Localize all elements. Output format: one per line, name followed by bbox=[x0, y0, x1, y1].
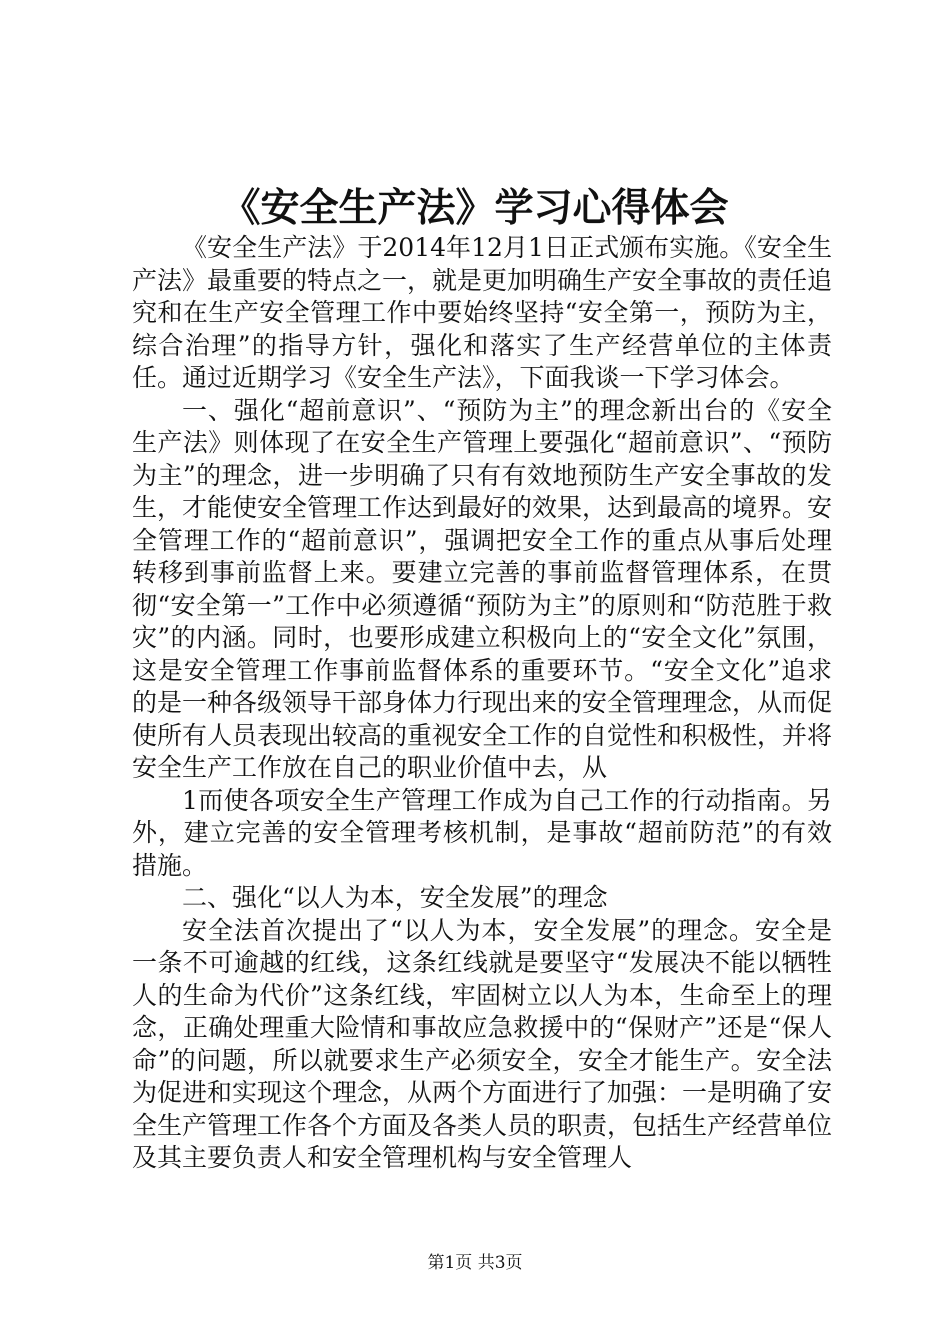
paragraph-section-2: 安全法首次提出了“以人为本，安全发展”的理念。安全是一条不可逾越的红线，这条红线就是要坚守“发展决不能以牺牲人的生命为代价”这条红线，牢固树立以人为本，生命至上的理念，正确处理重大险情和事故应急救援中的“保财产”还是“保人命”的问题，所以就要求生产必须安全，安全才能生产。安全法为促进和实现这个理念，从两个方面进行了加强：一是明确了安全生产管理工作各个方面及各类人员的职责，包括生产经营单位及其主要负责人和安全管理机构与安全管理人 bbox=[132, 915, 833, 1172]
document-body bbox=[132, 232, 832, 1175]
page-footer: 第1页 共3页 bbox=[427, 1253, 523, 1273]
document-title: 《安全生产法》学习心得体会 bbox=[221, 185, 729, 231]
paragraph-section-1: 一、强化“超前意识”、“预防为主”的理念新出台的《安全生产法》则体现了在安全生产管理上要强化“超前意识”、“预防为主”的理念，进一步明确了只有有效地预防生产安全事故的发生，才能使安全管理工作达到最好的效果，达到最高的境界。安全管理工作的“超前意识”，强调把安全工作的重点从事后处理转移到事前监督上来。要建立完善的事前监督管理体系，在贯彻“安全第一”工作中必须遵循“预防为主”的原则和“防范胜于救灾”的内涵。同时，也要形成建立积极向上的“安全文化”氛围，这是安全管理工作事前监督体系的重要环节。“安全文化”追求的是一种各级领导干部身体力行现出来的安全管理理念，从而促使所有人员表现出较高的重视安全工作的自觉性和积极性，并将安全生产工作放在自己的职业价值中去，从 bbox=[132, 395, 833, 782]
paragraph-section-1-continued: 1而使各项安全生产管理工作成为自己工作的行动指南。另外，建立完善的安全管理考核机制，是事故“超前防范”的有效措施。 bbox=[132, 785, 832, 880]
paragraph-intro: 《安全生产法》于2014年12月1日正式颁布实施。《安全生产法》最重要的特点之一，就是更加明确生产安全事故的责任追究和在生产安全管理工作中要始终坚持“安全第一，预防为主，综合治理”的指导方针，强化和落实了生产经营单位的主体责任。通过近期学习《安全生产法》，下面我谈一下学习体会。 bbox=[132, 233, 833, 392]
section-heading-2: 二、强化“以人为本，安全发展”的理念 bbox=[182, 883, 608, 912]
